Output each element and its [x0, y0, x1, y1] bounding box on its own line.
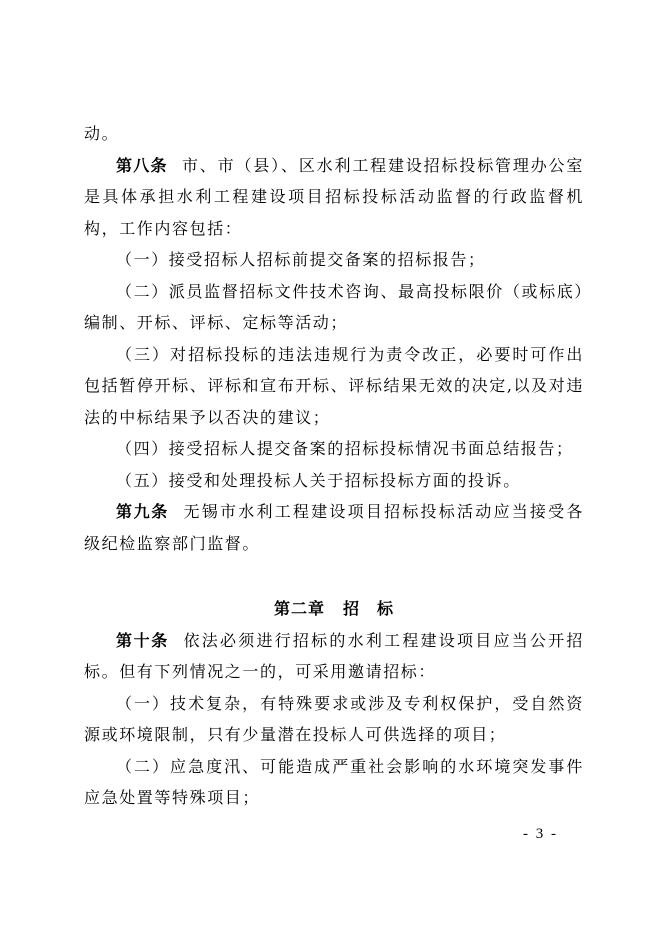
- article-8-item-1: （一）接受招标人招标前提交备案的招标报告；: [116, 250, 486, 269]
- article-8-item-5: （五）接受和处理投标人关于招标投标方面的投诉。: [116, 470, 521, 490]
- article-9: [84, 496, 584, 559]
- article-8-text: 市、市（县）、区水利工程建设招标投标管理办公室是具体承担水利工程建设项目招标投标活动监督的行政监督机构，工作内容包括：: [84, 155, 584, 238]
- chapter-title: 招 标: [343, 599, 395, 618]
- document-body: [84, 118, 584, 814]
- article-10-text: 依法必须进行招标的水利工程建设项目应当公开招标。但有下列情况之一的，可采用邀请招标：: [84, 630, 584, 681]
- article-8-item-3: （三）对招标投标的违法违规行为责令改正，必要时可作出包括暂停开标、评标和宣布开标、评标结果无效的决定,以及对违法的中标结果予以否决的建议；: [84, 344, 584, 427]
- page-number: - 3 -: [523, 826, 558, 842]
- article-8-item-2: （二）派员监督招标文件技术咨询、最高投标限价（或标底）编制、开标、评标、定标等活动；: [84, 281, 584, 332]
- article-9-label: 第九条: [116, 502, 169, 521]
- lead-fragment: 动。: [84, 124, 120, 143]
- article-10-item-2: （二）应急度汛、可能造成严重社会影响的水环境突发事件应急处置等特殊项目；: [84, 756, 584, 807]
- chapter-heading: [84, 593, 584, 625]
- article-8-label: 第八条: [116, 155, 168, 175]
- article-8-item-4: （四）接受招标人提交备案的招标投标情况书面总结报告；: [116, 439, 574, 458]
- article-9-text: 无锡市水利工程建设项目招标投标活动应当接受各级纪检监察部门监督。: [84, 502, 584, 553]
- article-10-item-1: （一）技术复杂，有特殊要求或涉及专利权保护，受自然资源或环境限制，只有少量潜在投标人可供选择的项目；: [84, 693, 584, 744]
- article-10-label: 第十条: [116, 630, 169, 650]
- chapter-number: 第二章: [273, 599, 325, 618]
- article-10: [84, 625, 584, 688]
- article-8: [84, 150, 584, 245]
